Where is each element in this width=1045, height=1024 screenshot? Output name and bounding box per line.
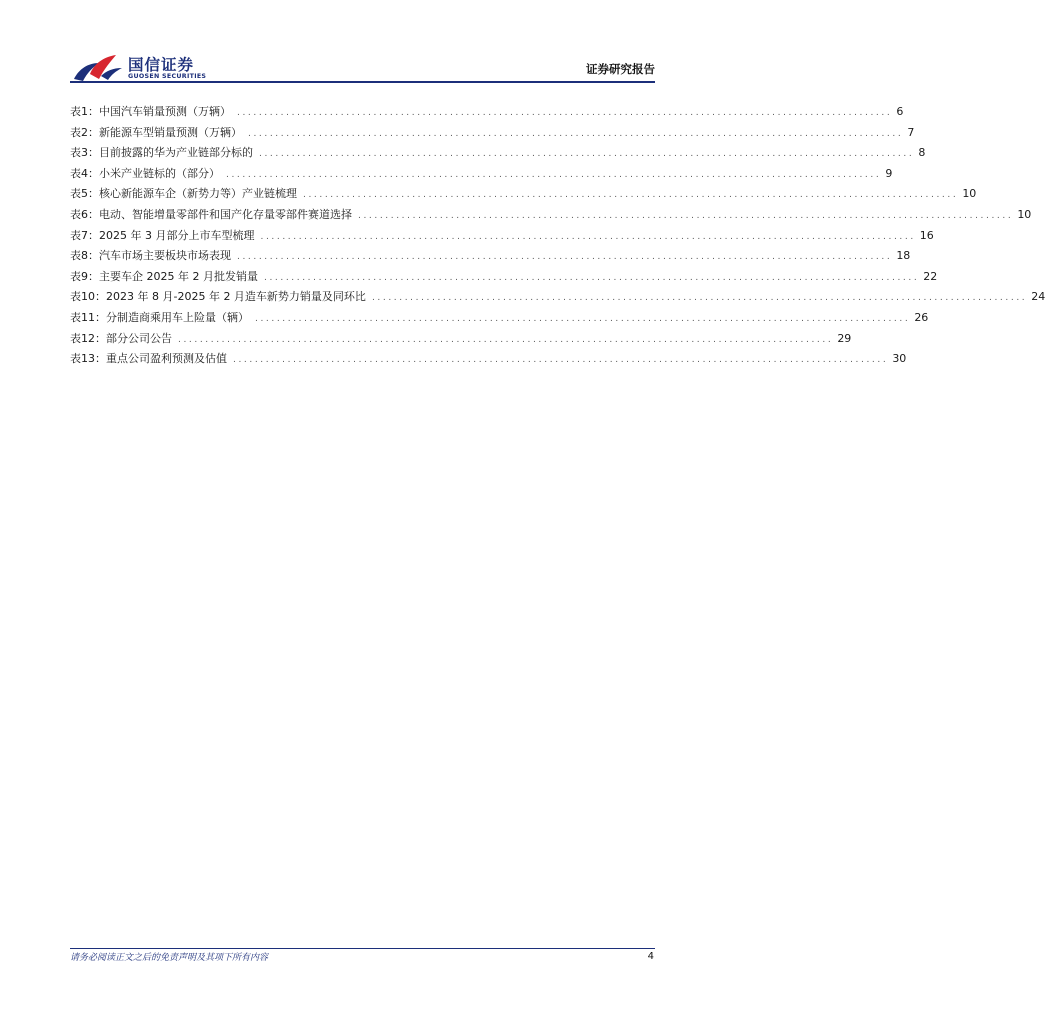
toc-title: 新能源车型销量预测（万辆） — [99, 125, 242, 139]
toc-leader-dots: ........................................................................................................................ — [237, 252, 893, 263]
toc-leader-dots: ........................................................................................................................ — [303, 190, 959, 201]
toc-page-number: 29 — [837, 331, 852, 345]
toc-title: 汽车市场主要板块市场表现 — [99, 249, 231, 263]
toc-label: 表12： — [70, 331, 106, 345]
guosen-logo-mark-icon — [70, 52, 124, 82]
toc-page-number: 22 — [923, 269, 938, 283]
toc-entry[interactable] — [70, 124, 915, 145]
toc-leader-dots: ........................................................................................................................ — [226, 169, 882, 180]
toc-label: 表8： — [70, 249, 99, 263]
toc-leader-dots: ........................................................................................................................ — [233, 355, 889, 366]
toc-entry[interactable] — [70, 227, 934, 248]
toc-label: 表11： — [70, 310, 106, 324]
toc-entry[interactable] — [70, 206, 1032, 227]
toc-label: 表7： — [70, 228, 99, 242]
toc-page-number: 8 — [918, 146, 926, 160]
toc-leader-dots: ........................................................................................................................ — [255, 313, 911, 324]
toc-leader-dots: ........................................................................................................................ — [237, 108, 893, 118]
toc-label: 表9： — [70, 269, 99, 283]
toc-page-number: 18 — [896, 249, 911, 263]
table-of-tables — [70, 103, 1045, 371]
toc-entry[interactable] — [70, 350, 907, 371]
toc-page-number: 24 — [1031, 290, 1045, 304]
toc-title: 小米产业链标的（部分） — [99, 166, 220, 180]
toc-label: 表13： — [70, 352, 106, 366]
toc-entry[interactable] — [70, 330, 852, 351]
toc-label: 表4： — [70, 166, 99, 180]
guosen-logo — [70, 52, 230, 82]
toc-title: 目前披露的华为产业链部分标的 — [99, 146, 253, 160]
toc-leader-dots: ........................................................................................................................ — [263, 272, 920, 283]
toc-title: 分制造商乘用车上险量（辆） — [106, 310, 249, 324]
toc-title: 主要车企 2025 年 2 月批发销量 — [99, 269, 258, 283]
toc-title: 重点公司盈利预测及估值 — [106, 352, 227, 366]
page-number: 4 — [647, 951, 654, 962]
toc-title: 2025 年 3 月部分上市车型梳理 — [99, 228, 255, 242]
toc-title: 核心新能源车企（新势力等）产业链梳理 — [99, 187, 297, 201]
toc-entry[interactable] — [70, 185, 977, 206]
toc-label: 表6： — [70, 207, 99, 221]
toc-label: 表10： — [70, 290, 106, 304]
toc-leader-dots: ........................................................................................................................ — [178, 334, 834, 345]
toc-page-number: 6 — [896, 105, 904, 118]
header-divider — [70, 81, 655, 83]
toc-page-number: 16 — [919, 228, 934, 242]
toc-page-number: 10 — [962, 187, 977, 201]
toc-page-number: 30 — [892, 352, 907, 366]
toc-leader-dots: ........................................................................................................................ — [259, 149, 915, 160]
toc-title: 部分公司公告 — [106, 331, 172, 345]
toc-leader-dots: ........................................................................................................................ — [260, 231, 916, 242]
toc-page-number: 9 — [885, 166, 893, 180]
toc-leader-dots: ........................................................................................................................ — [371, 293, 1028, 304]
toc-label: 表3： — [70, 146, 99, 160]
disclaimer-text: 请务必阅读正文之后的免责声明及其项下所有内容 — [70, 953, 269, 963]
toc-title: 电动、智能增量零部件和国产化存量零部件赛道选择 — [99, 207, 352, 221]
toc-entry[interactable] — [70, 268, 938, 289]
brand-name-cn: 国信证券 — [128, 56, 195, 74]
toc-title: 中国汽车销量预测（万辆） — [99, 105, 231, 118]
toc-label: 表2： — [70, 125, 99, 139]
toc-leader-dots: ........................................................................................................................ — [358, 210, 1014, 221]
toc-entry[interactable] — [70, 247, 911, 268]
toc-page-number: 7 — [907, 125, 915, 139]
toc-entry[interactable] — [70, 165, 893, 186]
toc-label: 表1： — [70, 105, 99, 118]
footer-divider — [70, 948, 655, 949]
toc-title: 2023 年 8 月-2025 年 2 月造车新势力销量及同环比 — [106, 290, 366, 304]
toc-entry[interactable] — [70, 309, 929, 330]
toc-entry[interactable] — [70, 288, 1045, 309]
toc-page-number: 10 — [1017, 207, 1032, 221]
toc-label: 表5： — [70, 187, 99, 201]
report-type-label: 证券研究报告 — [586, 62, 655, 76]
toc-entry[interactable] — [70, 103, 904, 124]
toc-leader-dots: ........................................................................................................................ — [248, 128, 904, 139]
toc-entry[interactable] — [70, 144, 926, 165]
toc-page-number: 26 — [914, 310, 929, 324]
brand-name-en: GUOSEN SECURITIES — [128, 73, 207, 80]
page-header — [70, 50, 655, 86]
